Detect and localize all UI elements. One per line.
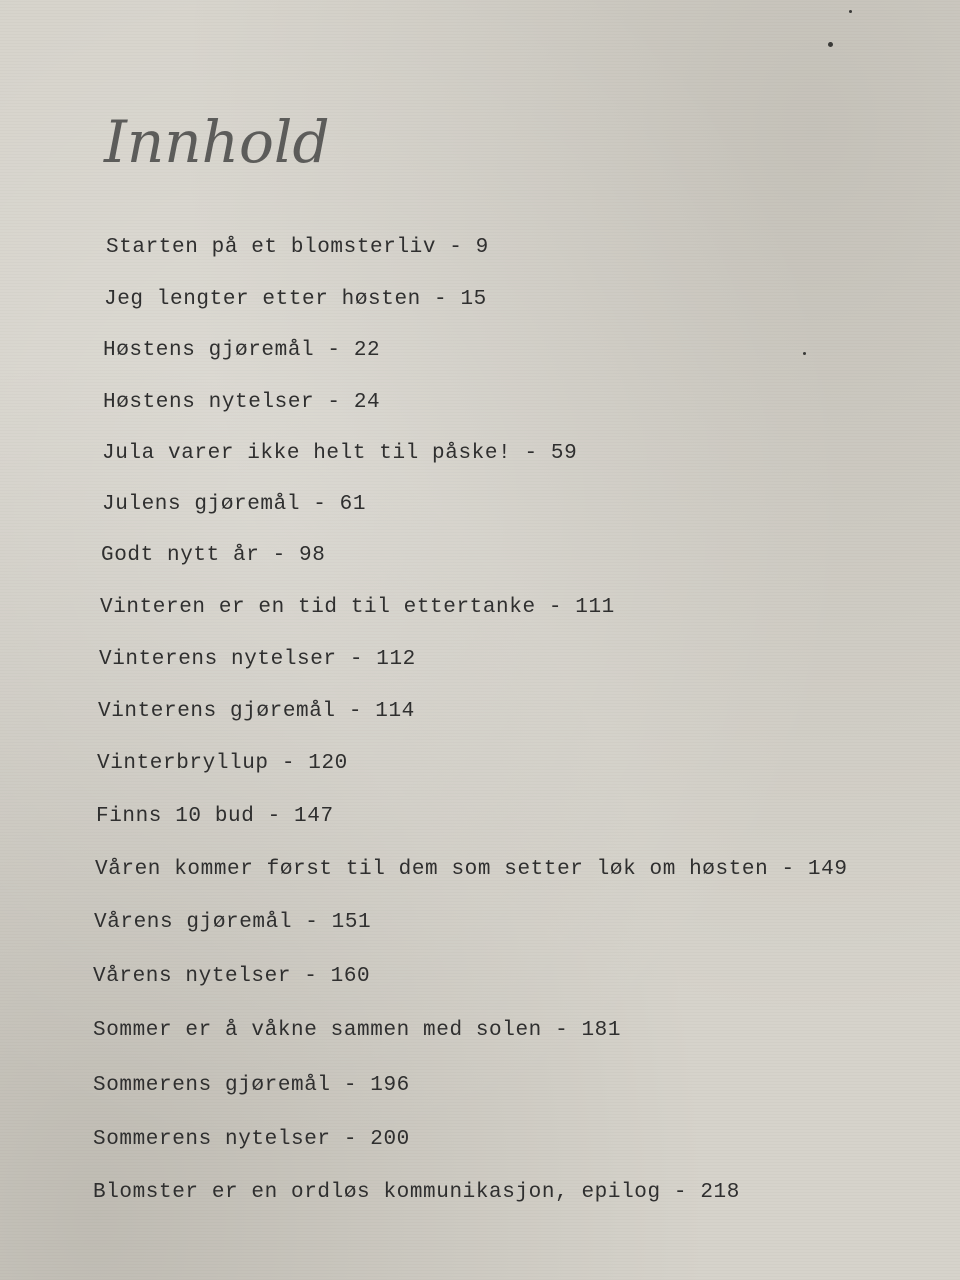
toc-entry-title: Blomster er en ordløs kommunikasjon, epilog (93, 1181, 661, 1204)
paper-speck (849, 10, 852, 13)
toc-entry-page: 147 (294, 805, 334, 828)
toc-entry-page: 98 (299, 544, 326, 567)
toc-entry: Starten på et blomsterliv - 9 (106, 236, 489, 259)
toc-entry-title: Sommerens gjøremål (93, 1074, 331, 1097)
toc-entry: Vinteren er en tid til ettertanke - 111 (100, 596, 615, 619)
toc-entry: Vårens gjøremål - 151 (94, 911, 372, 934)
toc-entry-title: Vinterens nytelser (99, 648, 337, 671)
toc-entry-title: Høstens nytelser (103, 391, 315, 414)
toc-entry-title: Jula varer ikke helt til påske! (102, 442, 512, 465)
toc-entry-title: Sommerens nytelser (93, 1128, 331, 1151)
toc-entry-page: 112 (376, 648, 416, 671)
toc-entry-title: Sommer er å våkne sammen med solen (93, 1019, 542, 1042)
toc-entry: Vinterens nytelser - 112 (99, 648, 416, 671)
toc-entry-title: Julens gjøremål (102, 493, 301, 516)
toc-entry-page: 24 (353, 391, 381, 414)
paper-speck (803, 352, 806, 355)
toc-entry-page: 160 (330, 965, 371, 988)
toc-entry: Sommerens gjøremål - 196 (93, 1074, 410, 1097)
toc-entry-page: 59 (550, 442, 578, 465)
toc-entry-title: Våren kommer først til dem som setter løk om høsten (95, 858, 769, 881)
toc-entry-page: 218 (700, 1181, 740, 1204)
toc-entry: Våren kommer først til dem som setter løk om høsten - 149 (95, 858, 848, 881)
toc-entry-title: Høstens gjøremål (103, 339, 315, 362)
toc-entry: Vårens nytelser - 160 (93, 965, 371, 988)
toc-entry-page: 149 (807, 858, 848, 881)
toc-entry-page: 9 (475, 236, 489, 259)
toc-entry-page: 15 (460, 288, 487, 311)
toc-entry: Godt nytt år - 98 (101, 544, 326, 567)
toc-entry-title: Vinterbryllup (97, 752, 269, 775)
toc-entry-title: Jeg lengter etter høsten (104, 288, 421, 311)
toc-entry-page: 61 (339, 493, 367, 516)
toc-entry-title: Vinteren er en tid til ettertanke (100, 596, 536, 619)
toc-entry-page: 196 (370, 1074, 410, 1097)
toc-entry-title: Vårens gjøremål (94, 911, 293, 934)
toc-entry-page: 181 (581, 1019, 622, 1042)
toc-entry: Høstens nytelser - 24 (103, 391, 381, 414)
toc-entry-page: 114 (375, 700, 415, 723)
toc-entry-title: Vinterens gjøremål (98, 700, 336, 723)
toc-entry-page: 200 (370, 1128, 410, 1151)
toc-entry-title: Vårens nytelser (93, 965, 292, 988)
toc-entry-title: Godt nytt år (101, 544, 260, 567)
toc-entry-title: Finns 10 bud (96, 805, 255, 828)
toc-entry-page: 120 (308, 752, 348, 775)
toc-entry: Jeg lengter etter høsten - 15 (104, 288, 487, 311)
toc-entry: Julens gjøremål - 61 (102, 493, 367, 516)
toc-entry-page: 22 (353, 339, 381, 362)
toc-entry: Sommer er å våkne sammen med solen - 181 (93, 1019, 622, 1042)
toc-entry: Vinterens gjøremål - 114 (98, 700, 415, 723)
toc-entry-page: 151 (331, 911, 372, 934)
toc-entry-page: 111 (575, 596, 615, 619)
toc-entry-title: Starten på et blomsterliv (106, 236, 437, 259)
toc-entry: Høstens gjøremål - 22 (103, 339, 381, 362)
page-title: Innhold (104, 108, 330, 176)
toc-entry: Finns 10 bud - 147 (96, 805, 334, 828)
toc-entry: Blomster er en ordløs kommunikasjon, epilog - 218 (93, 1181, 740, 1204)
toc-entry: Vinterbryllup - 120 (97, 752, 348, 775)
toc-entry: Sommerens nytelser - 200 (93, 1128, 410, 1151)
toc-entry: Jula varer ikke helt til påske! - 59 (102, 442, 578, 465)
paper-speck (828, 42, 833, 47)
